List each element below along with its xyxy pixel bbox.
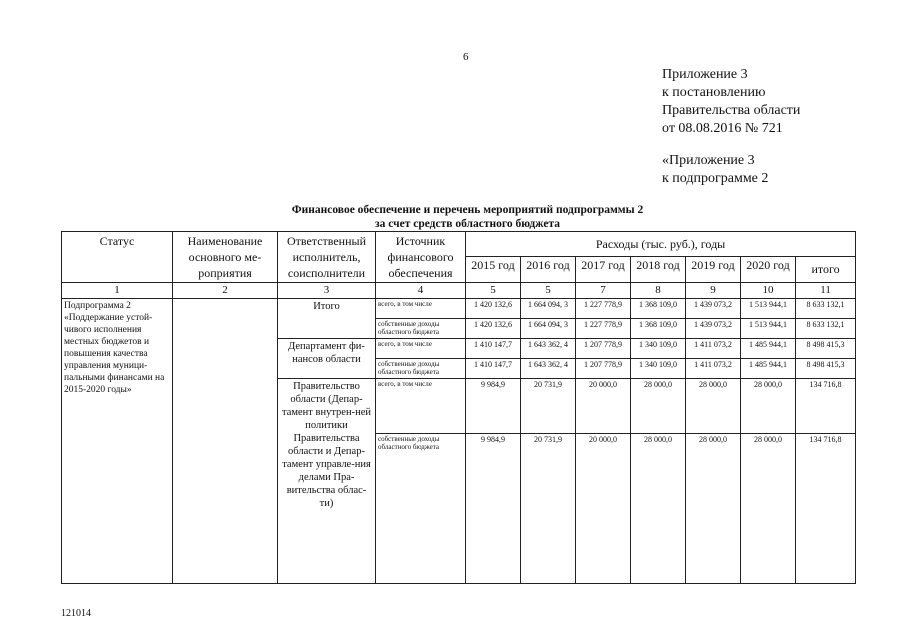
header-source: Источник финансового обеспечения bbox=[376, 232, 466, 283]
value-2015: 1 410 147,7 bbox=[466, 359, 521, 379]
col-number: 5 bbox=[521, 283, 576, 299]
value-2020: 1 485 944,1 bbox=[741, 339, 796, 359]
value-total: 134 716,8 bbox=[796, 379, 856, 434]
appendix-line: к подпрограмме 2 bbox=[662, 171, 769, 186]
value-2017: 1 207 778,9 bbox=[576, 359, 631, 379]
value-2015: 9 984,9 bbox=[466, 434, 521, 584]
header-name: Наименование основного ме-роприятия bbox=[173, 232, 278, 283]
header-expenses: Расходы (тыс. руб.), годы bbox=[466, 232, 856, 257]
appendix-line: от 08.08.2016 № 721 bbox=[662, 121, 783, 136]
value-2017: 20 000,0 bbox=[576, 434, 631, 584]
value-2016: 1 664 094, 3 bbox=[521, 299, 576, 319]
source-cell: собственные доходы областного бюджета bbox=[376, 319, 466, 339]
value-2015: 9 984,9 bbox=[466, 379, 521, 434]
column-number-row bbox=[62, 283, 856, 299]
value-2016: 1 643 362, 4 bbox=[521, 359, 576, 379]
value-2016: 1 643 362, 4 bbox=[521, 339, 576, 359]
footer-code: 121014 bbox=[61, 608, 91, 619]
col-number: 4 bbox=[376, 283, 466, 299]
source-cell: всего, в том числе bbox=[376, 339, 466, 359]
value-total: 8 633 132,1 bbox=[796, 299, 856, 319]
table-title: Финансовое обеспечение и перечень мероприятий подпрограммы 2 bbox=[291, 204, 644, 216]
header-year-2017: 2017 год bbox=[576, 257, 631, 283]
col-number: 7 bbox=[576, 283, 631, 299]
page-number: 6 bbox=[463, 51, 469, 63]
value-2018: 1 340 109,0 bbox=[631, 339, 686, 359]
col-number: 1 bbox=[62, 283, 173, 299]
value-total: 134 716,8 bbox=[796, 434, 856, 584]
status-cell: Подпрограмма 2 «Поддержание устой-чивого исполнения местных бюджетов и повышения качества управления муници-пальными финансами на 2015-2020 годы» bbox=[62, 299, 173, 584]
value-2017: 20 000,0 bbox=[576, 379, 631, 434]
value-2015: 1 420 132,6 bbox=[466, 319, 521, 339]
col-number: 2 bbox=[173, 283, 278, 299]
value-total: 8 498 415,3 bbox=[796, 359, 856, 379]
col-number: 9 bbox=[686, 283, 741, 299]
value-2019: 1 439 073,2 bbox=[686, 299, 741, 319]
appendix-line: Правительства области bbox=[662, 103, 801, 118]
value-2019: 28 000,0 bbox=[686, 379, 741, 434]
value-2019: 1 411 073,2 bbox=[686, 339, 741, 359]
header-year-2015: 2015 год bbox=[466, 257, 521, 283]
executor-government: Правительство области (Депар-тамент внутрен-ней политики Правительства области и Депар-тамент управле-ния делами Пра-вительства облас-ти) bbox=[278, 379, 376, 584]
header-year-2020: 2020 год bbox=[741, 257, 796, 283]
value-2019: 1 439 073,2 bbox=[686, 319, 741, 339]
source-cell: собственные доходы областного бюджета bbox=[376, 434, 466, 584]
value-2017: 1 227 778,9 bbox=[576, 319, 631, 339]
source-cell: собственные доходы областного бюджета bbox=[376, 359, 466, 379]
source-cell: всего, в том числе bbox=[376, 299, 466, 319]
source-cell: всего, в том числе bbox=[376, 379, 466, 434]
value-2020: 1 513 944,1 bbox=[741, 319, 796, 339]
value-2018: 1 368 109,0 bbox=[631, 299, 686, 319]
col-number: 3 bbox=[278, 283, 376, 299]
header-year-2019: 2019 год bbox=[686, 257, 741, 283]
value-total: 8 633 132,1 bbox=[796, 319, 856, 339]
header-year-2018: 2018 год bbox=[631, 257, 686, 283]
value-2018: 1 340 109,0 bbox=[631, 359, 686, 379]
value-2017: 1 227 778,9 bbox=[576, 299, 631, 319]
header-total: итого bbox=[796, 257, 856, 283]
header-status: Статус bbox=[62, 232, 173, 283]
value-2020: 1 485 944,1 bbox=[741, 359, 796, 379]
appendix-line: к постановлению bbox=[662, 85, 766, 100]
table-subtitle: за счет средств областного бюджета bbox=[375, 218, 560, 230]
value-2018: 28 000,0 bbox=[631, 434, 686, 584]
value-2016: 20 731,9 bbox=[521, 379, 576, 434]
budget-table bbox=[61, 231, 856, 584]
measure-name-cell bbox=[173, 299, 278, 584]
value-2019: 1 411 073,2 bbox=[686, 359, 741, 379]
col-number: 10 bbox=[741, 283, 796, 299]
value-2018: 28 000,0 bbox=[631, 379, 686, 434]
value-2015: 1 420 132,6 bbox=[466, 299, 521, 319]
value-2020: 1 513 944,1 bbox=[741, 299, 796, 319]
value-2019: 28 000,0 bbox=[686, 434, 741, 584]
value-2020: 28 000,0 bbox=[741, 379, 796, 434]
value-2016: 1 664 094, 3 bbox=[521, 319, 576, 339]
value-2015: 1 410 147,7 bbox=[466, 339, 521, 359]
executor-total: Итого bbox=[278, 299, 376, 339]
table-row bbox=[62, 299, 856, 319]
executor-finance-department: Департамент фи-нансов области bbox=[278, 339, 376, 379]
col-number: 11 bbox=[796, 283, 856, 299]
header-row bbox=[62, 232, 856, 257]
appendix-line: «Приложение 3 bbox=[662, 153, 755, 168]
value-2016: 20 731,9 bbox=[521, 434, 576, 584]
value-total: 8 498 415,3 bbox=[796, 339, 856, 359]
value-2018: 1 368 109,0 bbox=[631, 319, 686, 339]
col-number: 8 bbox=[631, 283, 686, 299]
value-2017: 1 207 778,9 bbox=[576, 339, 631, 359]
header-executor: Ответственный исполнитель, соисполнители bbox=[278, 232, 376, 283]
appendix-subheader bbox=[662, 152, 768, 188]
col-number: 5 bbox=[466, 283, 521, 299]
appendix-line: Приложение 3 bbox=[662, 67, 748, 82]
value-2020: 28 000,0 bbox=[741, 434, 796, 584]
header-year-2016: 2016 год bbox=[521, 257, 576, 283]
appendix-header bbox=[662, 66, 800, 138]
